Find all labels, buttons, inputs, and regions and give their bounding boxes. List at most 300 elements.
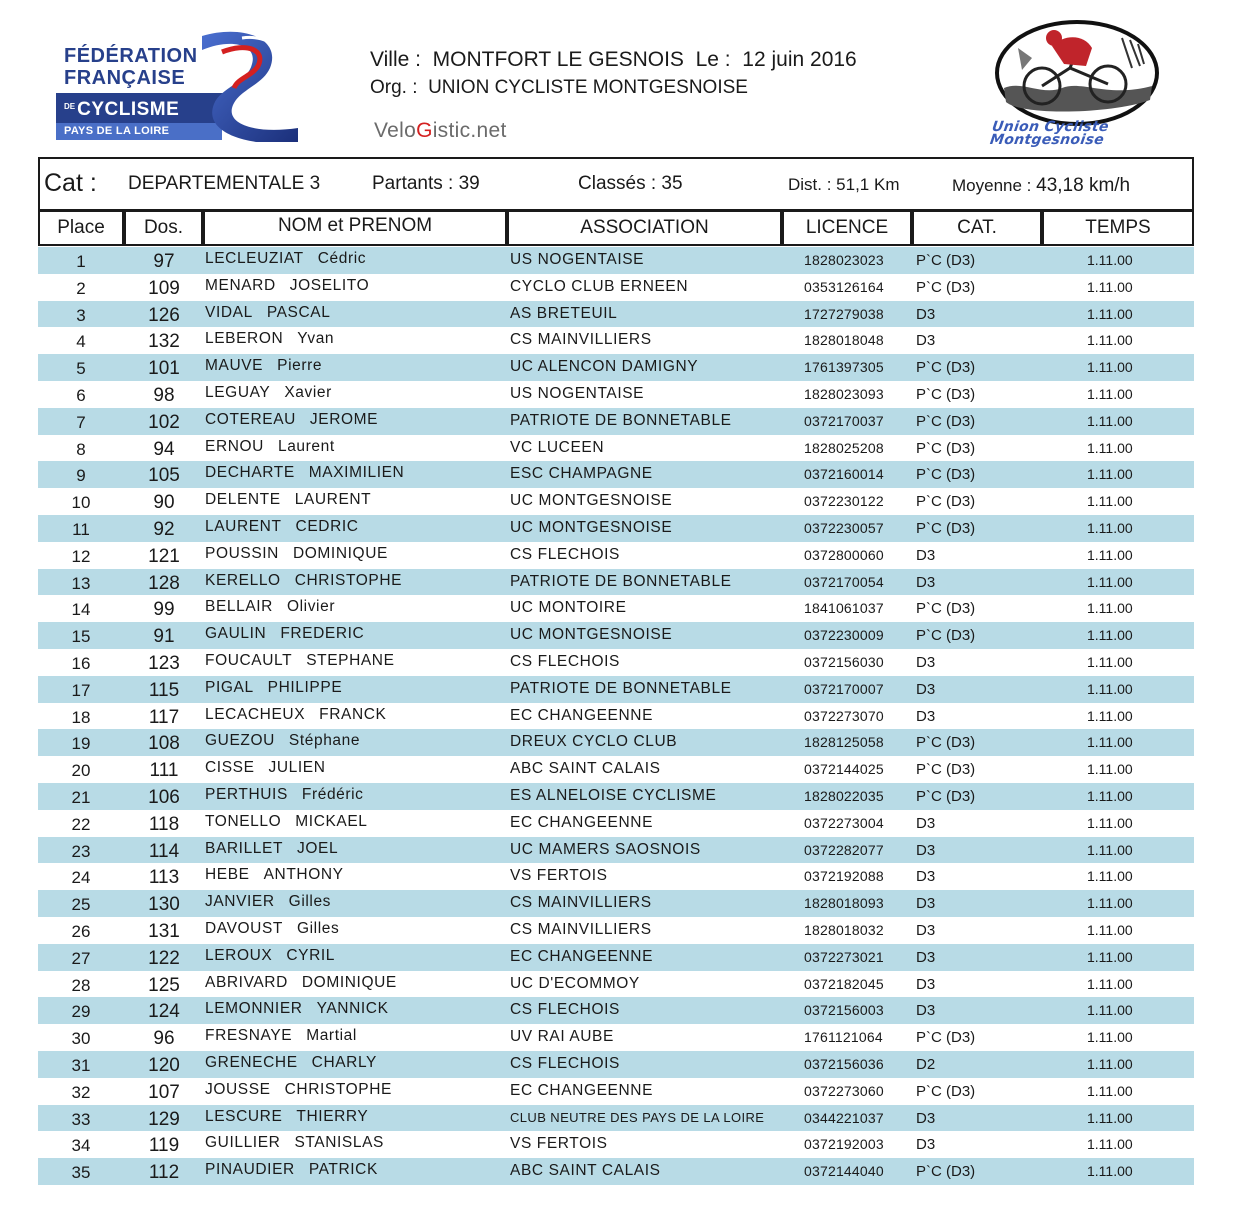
row-category: P`C (D3) [916, 600, 976, 618]
table-row [38, 542, 1194, 569]
row-rider-name [205, 354, 322, 381]
row-time: 1.11.00 [1087, 761, 1133, 778]
table-row [38, 997, 1194, 1024]
row-place: 11 [72, 519, 90, 539]
row-dossard: 130 [148, 894, 180, 916]
row-place: 27 [71, 948, 91, 968]
row-firstname: MICKAEL [295, 812, 368, 830]
row-rider-name [205, 488, 371, 515]
row-firstname: Olivier [286, 598, 336, 616]
row-association: EC CHANGEENNE [510, 1081, 654, 1099]
row-association: EC CHANGEENNE [510, 813, 654, 831]
row-rider-name [205, 863, 344, 890]
table-row [38, 435, 1194, 462]
row-time: 1.11.00 [1087, 1055, 1133, 1072]
race-info-bar [38, 157, 1194, 212]
row-place: 33 [71, 1109, 91, 1129]
row-firstname: CHRISTOPHE [284, 1080, 392, 1098]
row-surname: VIDAL [205, 303, 253, 321]
row-category: P`C (D3) [916, 466, 976, 484]
row-surname: DAVOUST [205, 919, 283, 937]
row-dossard: 129 [148, 1108, 180, 1130]
row-time: 1.11.00 [1087, 332, 1133, 349]
row-place: 32 [71, 1082, 91, 1102]
row-place: 3 [76, 305, 86, 325]
row-rider-name [205, 569, 402, 596]
row-time: 1.11.00 [1087, 1163, 1133, 1180]
table-row [38, 569, 1194, 596]
col-header-licence: LICENCE [782, 209, 912, 246]
row-category: P`C (D3) [916, 1163, 976, 1181]
row-rider-name [205, 944, 335, 971]
row-time: 1.11.00 [1087, 573, 1133, 590]
table-row [38, 274, 1194, 301]
row-surname: DELENTE [205, 491, 281, 509]
row-licence: 1727279038 [804, 305, 884, 322]
row-category: D2 [916, 1055, 936, 1073]
table-row [38, 381, 1194, 408]
row-association: ABC SAINT CALAIS [510, 760, 661, 778]
row-place: 26 [71, 921, 91, 941]
row-dossard: 99 [153, 599, 175, 621]
row-place: 14 [71, 600, 91, 620]
row-time: 1.11.00 [1087, 653, 1133, 670]
row-association: VC LUCEEN [510, 438, 605, 456]
table-row [38, 515, 1194, 542]
row-category: D3 [916, 948, 936, 966]
table-row [38, 408, 1194, 435]
row-licence: 0372182045 [804, 975, 884, 992]
table-row [38, 703, 1194, 730]
row-association: EC CHANGEENNE [510, 706, 654, 724]
velogistic-part3: istic.net [432, 119, 507, 142]
row-dossard: 124 [148, 1001, 180, 1023]
row-place: 19 [71, 734, 91, 754]
row-rider-name [205, 1024, 357, 1051]
row-licence: 0372282077 [804, 841, 884, 858]
row-surname: GUEZOU [205, 732, 275, 750]
row-licence: 1828023093 [804, 385, 884, 402]
row-time: 1.11.00 [1087, 493, 1133, 510]
col-header-cat: CAT. [912, 209, 1042, 246]
row-dossard: 125 [148, 974, 180, 996]
table-row [38, 756, 1194, 783]
row-place: 29 [71, 1002, 91, 1022]
row-surname: MAUVE [205, 357, 264, 375]
table-row [38, 622, 1194, 649]
row-place: 35 [71, 1163, 91, 1183]
row-licence: 1828018032 [804, 921, 884, 938]
row-licence: 0372192003 [804, 1136, 884, 1153]
table-row [38, 783, 1194, 810]
row-firstname: MAXIMILIEN [308, 464, 405, 482]
row-category: D3 [916, 653, 936, 671]
row-association: CLUB NEUTRE DES PAYS DE LA LOIRE [510, 1109, 765, 1125]
ffc-logo-line1: FÉDÉRATION [64, 45, 198, 67]
row-firstname: JOEL [297, 839, 339, 857]
row-licence: 0372144025 [804, 761, 884, 778]
row-rider-name [205, 247, 366, 274]
velogistic-wordmark [374, 119, 507, 143]
row-category: D3 [916, 1109, 936, 1127]
row-time: 1.11.00 [1087, 680, 1133, 697]
row-category: D3 [916, 1136, 936, 1154]
row-firstname: THIERRY [296, 1107, 369, 1125]
row-licence: 0372800060 [804, 546, 884, 563]
row-rider-name [205, 917, 339, 944]
row-category: D3 [916, 305, 936, 323]
ville-label: Ville : [370, 48, 421, 71]
row-surname: ABRIVARD [205, 973, 288, 991]
row-surname: BARILLET [205, 839, 284, 857]
velogistic-part2: G [416, 119, 433, 142]
row-category: D3 [916, 1002, 936, 1020]
row-firstname: Martial [306, 1027, 357, 1045]
row-dossard: 90 [153, 492, 175, 514]
row-place: 20 [71, 761, 91, 781]
row-time: 1.11.00 [1087, 278, 1133, 295]
row-surname: FRESNAYE [205, 1027, 293, 1045]
club-logo-line2: Montgesnoise [988, 132, 1106, 148]
table-row [38, 810, 1194, 837]
row-time: 1.11.00 [1087, 707, 1133, 724]
row-firstname: DOMINIQUE [301, 973, 397, 991]
row-time: 1.11.00 [1087, 305, 1133, 322]
row-surname: CISSE [205, 759, 255, 777]
row-dossard: 117 [148, 706, 180, 728]
row-surname: LAURENT [205, 517, 282, 535]
row-association: CS MAINVILLIERS [510, 920, 652, 938]
row-licence: 0372273070 [804, 707, 884, 724]
row-rider-name [205, 729, 360, 756]
row-dossard: 119 [148, 1135, 180, 1157]
row-category: P`C (D3) [916, 627, 976, 645]
row-category: D3 [916, 332, 936, 350]
row-time: 1.11.00 [1087, 412, 1133, 429]
ffc-logo [52, 30, 302, 142]
row-association: UV RAI AUBE [510, 1028, 614, 1046]
row-association: DREUX CYCLO CLUB [510, 733, 678, 751]
row-rider-name [205, 997, 389, 1024]
row-licence: 0372192088 [804, 868, 884, 885]
distance: Dist. : 51,1 Km [788, 175, 900, 194]
row-surname: MENARD [205, 276, 276, 294]
table-row [38, 1131, 1194, 1158]
row-time: 1.11.00 [1087, 1002, 1133, 1019]
row-rider-name [205, 435, 335, 462]
table-row [38, 488, 1194, 515]
row-surname: PIGAL [205, 678, 254, 696]
row-category: D3 [916, 841, 936, 859]
row-rider-name [205, 810, 368, 837]
row-surname: JOUSSE [205, 1080, 271, 1098]
col-header-place: Place [38, 209, 124, 246]
row-surname: DECHARTE [205, 464, 295, 482]
row-place: 2 [76, 278, 86, 298]
row-association: CS MAINVILLIERS [510, 894, 652, 912]
partants-count: Partants : 39 [372, 173, 480, 194]
row-place: 9 [76, 466, 86, 486]
row-association: AS BRETEUIL [510, 304, 618, 322]
row-category: P`C (D3) [916, 761, 976, 779]
row-place: 18 [71, 707, 91, 727]
ffc-logo-line3-prefix: DE [64, 102, 76, 111]
row-surname: HEBE [205, 866, 250, 884]
row-association: CS MAINVILLIERS [510, 331, 652, 349]
row-licence: 0372170054 [804, 573, 884, 590]
ville-line [370, 48, 857, 72]
table-row [38, 354, 1194, 381]
row-rider-name [205, 515, 359, 542]
row-firstname: JEROME [309, 410, 379, 428]
row-firstname: Gilles [288, 893, 332, 911]
row-licence: 0372273021 [804, 948, 884, 965]
row-rider-name [205, 595, 335, 622]
row-licence: 1828018048 [804, 332, 884, 349]
row-licence: 1828025208 [804, 439, 884, 456]
table-row [38, 1078, 1194, 1105]
average-speed [952, 175, 1130, 197]
row-place: 25 [71, 895, 91, 915]
table-row [38, 1051, 1194, 1078]
row-firstname: Frédéric [301, 785, 364, 803]
row-place: 16 [71, 653, 91, 673]
row-rider-name [205, 274, 369, 301]
row-firstname: Gilles [296, 919, 340, 937]
row-dossard: 128 [148, 572, 180, 594]
row-rider-name [205, 1158, 378, 1185]
row-time: 1.11.00 [1087, 921, 1133, 938]
row-category: P`C (D3) [916, 412, 976, 430]
row-surname: LECLEUZIAT [205, 250, 304, 267]
row-dossard: 123 [148, 652, 180, 674]
row-dossard: 108 [148, 733, 180, 755]
row-surname: TONELLO [205, 812, 282, 830]
org-value: UNION CYCLISTE MONTGESNOISE [428, 77, 748, 98]
row-surname: LESCURE [205, 1107, 283, 1125]
row-association: CS FLECHOIS [510, 1001, 620, 1019]
row-dossard: 97 [153, 251, 175, 272]
row-surname: KERELLO [205, 571, 281, 589]
row-category: D3 [916, 895, 936, 913]
row-association: CS FLECHOIS [510, 545, 620, 563]
row-place: 23 [71, 841, 91, 861]
row-licence: 0372273004 [804, 814, 884, 831]
row-firstname: CHRISTOPHE [294, 571, 403, 589]
ffc-logo-line3 [64, 96, 179, 121]
row-licence: 1828022035 [804, 787, 884, 804]
row-category: D3 [916, 975, 936, 993]
row-surname: GAULIN [205, 625, 267, 643]
row-surname: LEROUX [205, 946, 273, 964]
row-time: 1.11.00 [1087, 1082, 1133, 1099]
row-dossard: 120 [148, 1054, 180, 1076]
row-association: UC ALENCON DAMIGNY [510, 358, 699, 376]
row-surname: BELLAIR [205, 598, 273, 616]
row-firstname: Xavier [284, 383, 332, 401]
row-rider-name [205, 676, 342, 703]
row-category: P`C (D3) [916, 519, 976, 537]
row-time: 1.11.00 [1087, 546, 1133, 563]
row-licence: 0372230009 [804, 627, 884, 644]
results-column-headers [38, 209, 1194, 245]
row-surname: LECACHEUX [205, 705, 306, 723]
row-rider-name [205, 381, 332, 408]
row-dossard: 118 [148, 813, 180, 835]
row-licence: 0372230057 [804, 519, 884, 536]
row-licence: 1761397305 [804, 359, 884, 376]
table-row [38, 863, 1194, 890]
row-category: D3 [916, 680, 936, 698]
row-firstname: ANTHONY [263, 866, 344, 884]
row-licence: 1841061037 [804, 600, 884, 617]
table-row [38, 301, 1194, 328]
row-surname: LEMONNIER [205, 1000, 303, 1018]
average-speed-label: Moyenne : [952, 176, 1032, 195]
cat-label: Cat : [44, 169, 97, 197]
results-table-body [38, 247, 1194, 1185]
row-firstname: PASCAL [266, 303, 331, 321]
row-surname: ERNOU [205, 437, 264, 455]
velogistic-part1: Velo [374, 119, 417, 142]
row-licence: 0372156036 [804, 1055, 884, 1072]
col-header-dos: Dos. [124, 209, 203, 246]
row-surname: LEGUAY [205, 383, 271, 401]
row-firstname: CHARLY [311, 1053, 377, 1071]
table-row [38, 729, 1194, 756]
row-association: VS FERTOIS [510, 1135, 608, 1153]
row-firstname: STANISLAS [294, 1134, 384, 1152]
row-category: P`C (D3) [916, 359, 976, 377]
row-rider-name [205, 1051, 377, 1078]
row-time: 1.11.00 [1087, 975, 1133, 992]
row-firstname: PHILIPPE [267, 678, 343, 696]
row-rider-name [205, 971, 397, 998]
club-logo-line1: Union Cycliste [990, 119, 1110, 135]
row-place: 30 [71, 1029, 91, 1049]
row-dossard: 109 [148, 277, 180, 299]
row-dossard: 102 [148, 411, 180, 433]
row-dossard: 91 [153, 626, 175, 648]
row-time: 1.11.00 [1087, 734, 1133, 751]
org-line [370, 77, 748, 99]
row-category: D3 [916, 814, 936, 832]
row-place: 5 [76, 359, 86, 379]
row-licence: 0372170037 [804, 412, 884, 429]
row-place: 15 [71, 627, 91, 647]
row-association: CS FLECHOIS [510, 1054, 620, 1072]
row-dossard: 113 [148, 867, 180, 889]
ffc-logo-line4: PAYS DE LA LOIRE [64, 125, 170, 137]
row-category: P`C (D3) [916, 1029, 976, 1047]
row-category: P`C (D3) [916, 252, 976, 269]
row-firstname: Laurent [277, 437, 335, 455]
table-row [38, 944, 1194, 971]
row-time: 1.11.00 [1087, 1136, 1133, 1153]
row-time: 1.11.00 [1087, 466, 1133, 483]
row-firstname: Cédric [317, 250, 367, 267]
table-row [38, 247, 1194, 274]
row-association: UC D'ECOMMOY [510, 974, 640, 992]
row-time: 1.11.00 [1087, 627, 1133, 644]
table-row [38, 917, 1194, 944]
col-header-nom: NOM et PRENOM [203, 209, 507, 246]
row-surname: PINAUDIER [205, 1161, 295, 1179]
row-time: 1.11.00 [1087, 385, 1133, 402]
row-dossard: 115 [148, 679, 180, 701]
row-place: 12 [71, 546, 91, 566]
row-place: 6 [76, 385, 86, 405]
row-time: 1.11.00 [1087, 948, 1133, 965]
row-licence: 0372230122 [804, 493, 884, 510]
col-header-association: ASSOCIATION [507, 209, 782, 246]
row-firstname: YANNICK [316, 1000, 389, 1018]
row-time: 1.11.00 [1087, 439, 1133, 456]
row-category: D3 [916, 921, 936, 939]
ville-value: MONTFORT LE GESNOIS [432, 48, 684, 71]
row-rider-name [205, 622, 364, 649]
row-surname: GRENECHE [205, 1053, 298, 1071]
table-row [38, 595, 1194, 622]
row-firstname: Pierre [277, 357, 323, 375]
row-firstname: JULIEN [268, 759, 326, 777]
row-firstname: LAURENT [294, 491, 372, 509]
row-surname: COTEREAU [205, 410, 296, 428]
row-licence: 1761121064 [804, 1029, 883, 1046]
row-category: P`C (D3) [916, 1082, 976, 1100]
row-place: 24 [71, 868, 91, 888]
table-row [38, 676, 1194, 703]
row-place: 22 [71, 814, 91, 834]
row-dossard: 106 [148, 786, 180, 808]
row-time: 1.11.00 [1087, 252, 1133, 268]
row-category: D3 [916, 573, 936, 591]
average-speed-value: 43,18 km/h [1036, 175, 1131, 196]
row-dossard: 101 [148, 358, 180, 380]
club-logo [982, 18, 1162, 150]
row-rider-name [205, 1131, 384, 1158]
row-time: 1.11.00 [1087, 868, 1133, 885]
row-time: 1.11.00 [1087, 787, 1133, 804]
row-place: 1 [76, 252, 86, 271]
row-place: 8 [76, 439, 86, 459]
row-dossard: 98 [153, 384, 175, 406]
row-dossard: 114 [148, 840, 180, 862]
org-label: Org. : [370, 77, 418, 98]
row-rider-name [205, 783, 364, 810]
row-time: 1.11.00 [1087, 519, 1133, 536]
row-association: ES ALNELOISE CYCLISME [510, 786, 717, 804]
row-firstname: Yvan [297, 330, 335, 348]
ffc-logo-line3-text: CYCLISME [77, 99, 180, 120]
row-association: PATRIOTE DE BONNETABLE [510, 411, 732, 429]
row-place: 10 [71, 493, 91, 513]
row-association: ESC CHAMPAGNE [510, 465, 653, 483]
row-dossard: 122 [148, 947, 180, 969]
row-licence: 0372160014 [804, 466, 884, 483]
row-association: EC CHANGEENNE [510, 947, 654, 965]
row-association: PATRIOTE DE BONNETABLE [510, 572, 732, 590]
row-dossard: 112 [148, 1162, 180, 1184]
row-category: D3 [916, 868, 936, 886]
row-rider-name [205, 1078, 392, 1105]
row-licence: 1828018093 [804, 895, 884, 912]
row-rider-name [205, 1105, 368, 1132]
row-licence: 1828023023 [804, 252, 884, 268]
row-licence: 0372170007 [804, 680, 884, 697]
row-category: P`C (D3) [916, 385, 976, 403]
row-dossard: 92 [153, 518, 175, 540]
